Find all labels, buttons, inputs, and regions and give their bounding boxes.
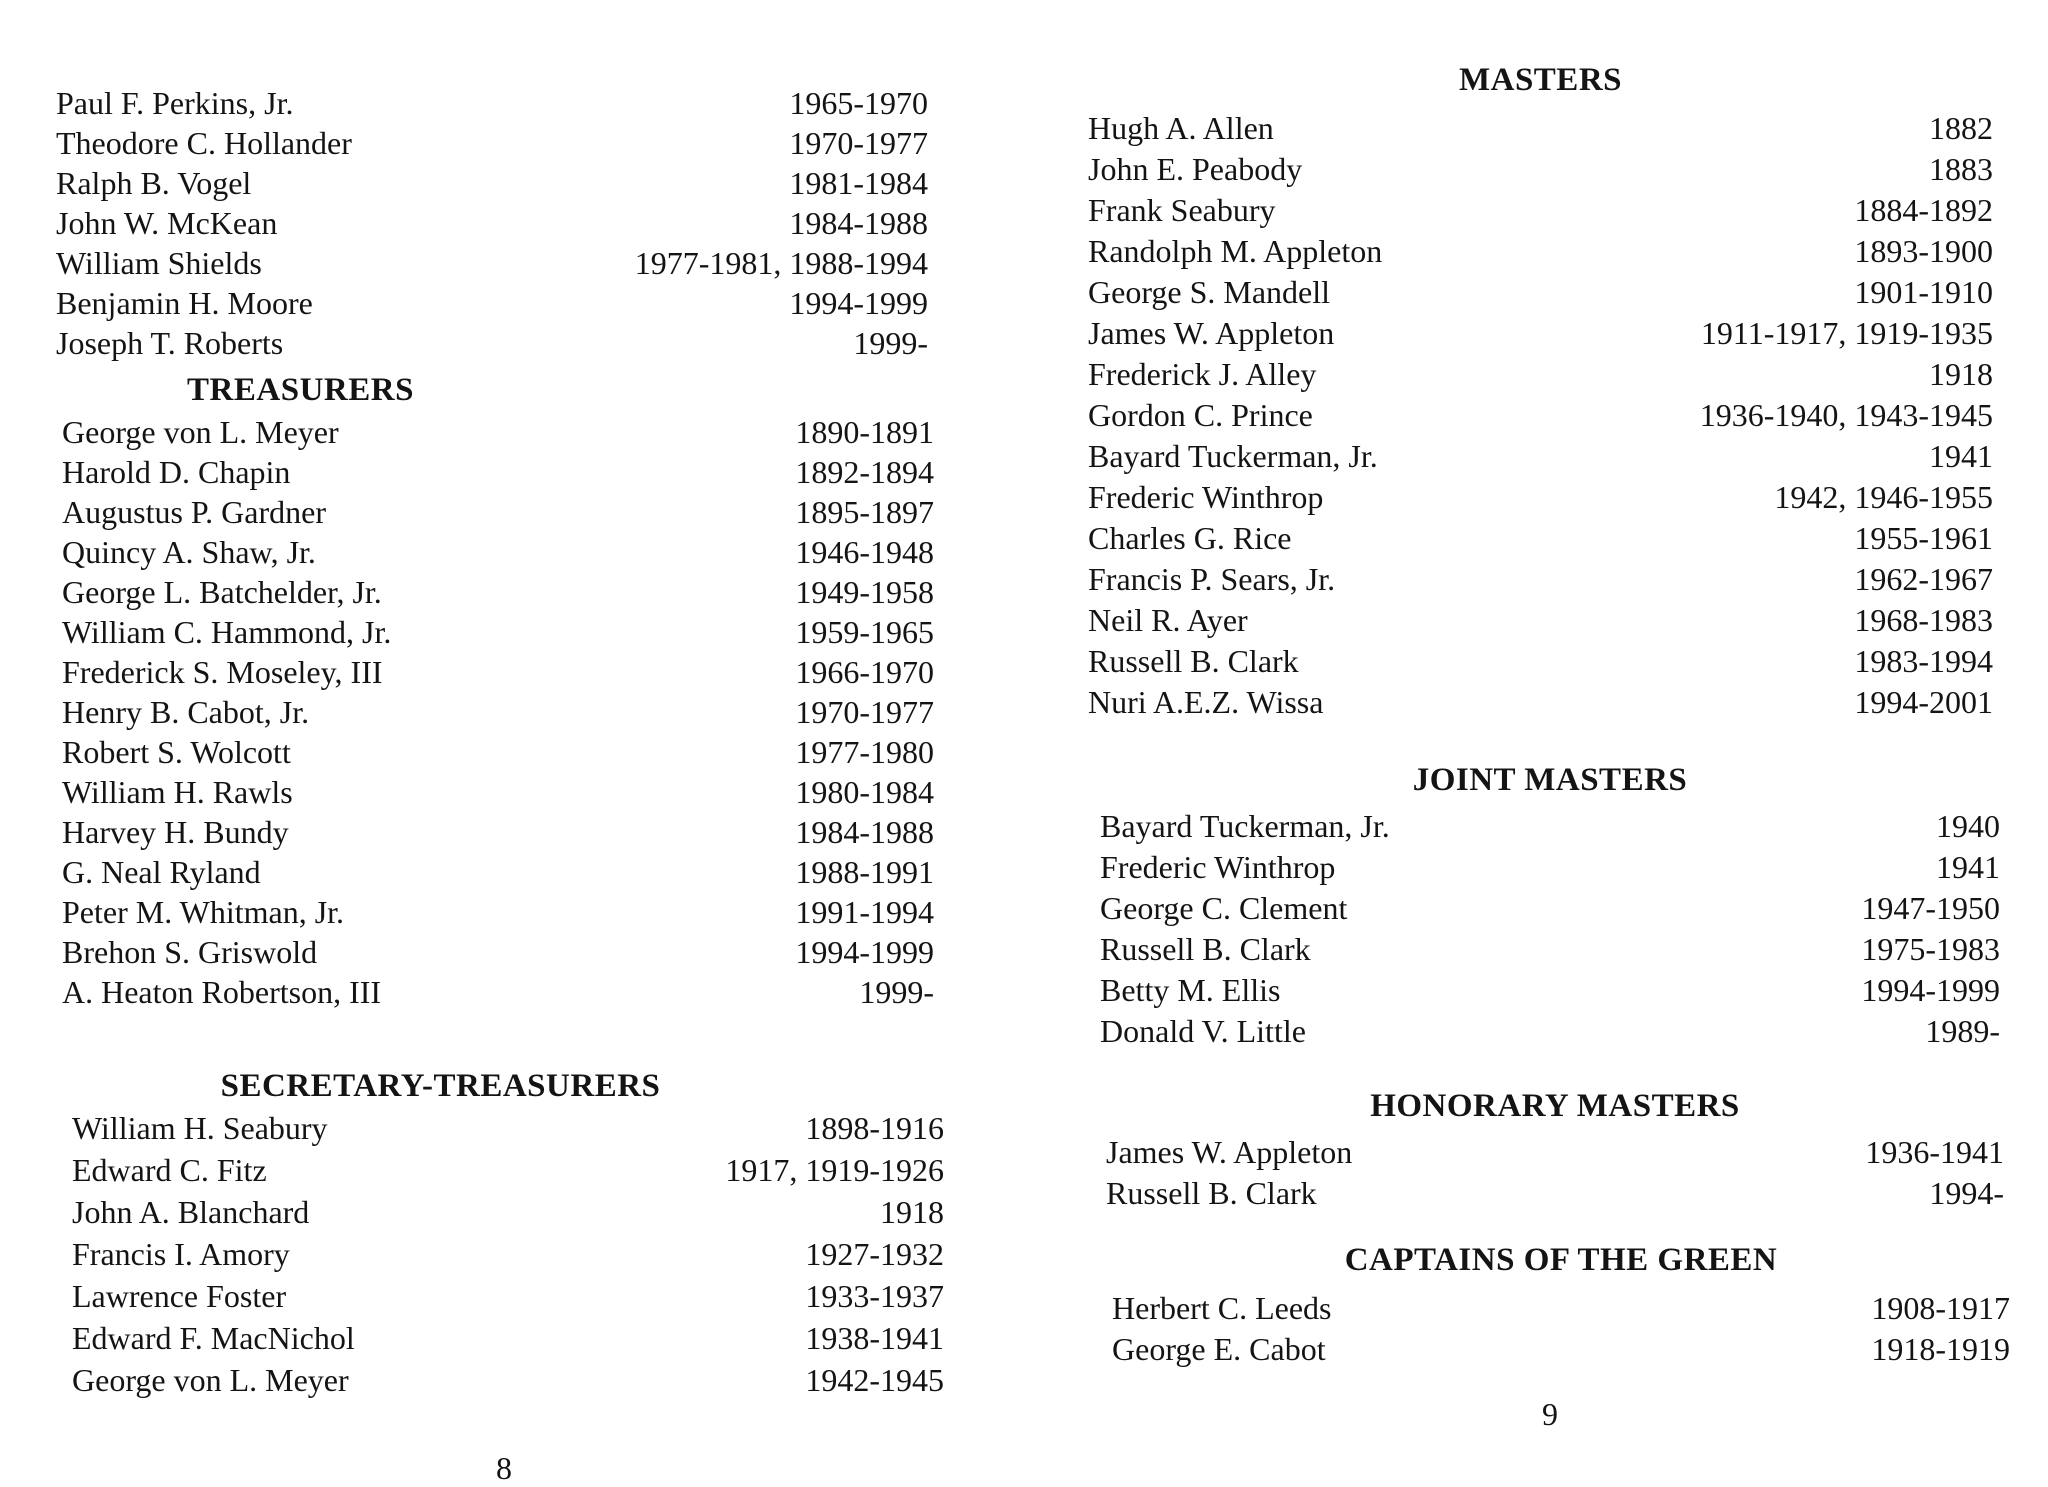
person-name: Francis I. Amory — [72, 1236, 290, 1272]
term-years: 1988-1991 — [795, 854, 934, 890]
term-years: 1895-1897 — [795, 494, 934, 530]
list-item — [1100, 847, 2000, 887]
person-name: G. Neal Ryland — [62, 854, 261, 890]
person-name: William H. Rawls — [62, 774, 293, 810]
person-name: Francis P. Sears, Jr. — [1088, 561, 1336, 597]
list-item — [56, 283, 928, 323]
term-years: 1901-1910 — [1854, 274, 1993, 310]
person-name: Augustus P. Gardner — [62, 494, 326, 530]
person-name: William C. Hammond, Jr. — [62, 614, 392, 650]
person-name: Peter M. Whitman, Jr. — [62, 894, 345, 930]
person-name: Herbert C. Leeds — [1112, 1290, 1332, 1326]
term-years: 1983-1994 — [1854, 643, 1993, 679]
term-years: 1999- — [859, 974, 934, 1010]
term-years: 1994- — [1929, 1175, 2004, 1211]
list-item — [1106, 1132, 2004, 1172]
person-name: Quincy A. Shaw, Jr. — [62, 534, 316, 570]
term-years: 1892-1894 — [795, 454, 934, 490]
person-name: George S. Mandell — [1088, 274, 1331, 310]
person-name: Bayard Tuckerman, Jr. — [1088, 438, 1378, 474]
person-name: Randolph M. Appleton — [1088, 233, 1383, 269]
person-name: Edward C. Fitz — [72, 1152, 267, 1188]
person-name: Neil R. Ayer — [1088, 602, 1248, 638]
list-item — [56, 323, 928, 363]
list-item — [1088, 108, 1993, 148]
person-name: Frederick S. Moseley, III — [62, 654, 383, 690]
term-years: 1918 — [1929, 356, 1993, 392]
list-item — [72, 1276, 944, 1316]
term-years: 1994-1999 — [1861, 972, 2000, 1008]
list-item — [56, 123, 928, 163]
term-years: 1970-1977 — [795, 694, 934, 730]
term-years: 1968-1983 — [1854, 602, 1993, 638]
term-years: 1962-1967 — [1854, 561, 1993, 597]
term-years: 1975-1983 — [1861, 931, 2000, 967]
term-years: 1966-1970 — [795, 654, 934, 690]
term-years: 1882 — [1929, 110, 1993, 146]
term-years: 1959-1965 — [795, 614, 934, 650]
term-years: 1984-1988 — [795, 814, 934, 850]
term-years: 1908-1917 — [1871, 1290, 2010, 1326]
list-item — [1088, 518, 1993, 558]
page-number: 8 — [496, 1450, 512, 1486]
list-item — [72, 1318, 944, 1358]
section-heading: MASTERS — [1458, 62, 1623, 98]
list-item — [62, 652, 934, 692]
list-item — [62, 692, 934, 732]
person-name: George von L. Meyer — [62, 414, 339, 450]
list-item — [1088, 272, 1993, 312]
list-item — [1088, 231, 1993, 271]
person-name: Edward F. MacNichol — [72, 1320, 355, 1356]
term-years: 1994-1999 — [795, 934, 934, 970]
list-item — [56, 203, 928, 243]
term-years: 1947-1950 — [1861, 890, 2000, 926]
term-years: 1942-1945 — [805, 1362, 944, 1398]
term-years: 1946-1948 — [795, 534, 934, 570]
person-name: Frederic Winthrop — [1088, 479, 1324, 515]
list-item — [72, 1192, 944, 1232]
list-item — [1100, 929, 2000, 969]
term-years: 1977-1980 — [795, 734, 934, 770]
term-years: 1911-1917, 1919-1935 — [1700, 315, 1993, 351]
person-name: Joseph T. Roberts — [56, 325, 284, 361]
list-item — [56, 83, 928, 123]
person-name: Harvey H. Bundy — [62, 814, 289, 850]
term-years: 1918 — [880, 1194, 944, 1230]
list-item — [62, 612, 934, 652]
term-years: 1994-2001 — [1854, 684, 1993, 720]
term-years: 1949-1958 — [795, 574, 934, 610]
term-years: 1991-1994 — [795, 894, 934, 930]
term-years: 1989- — [1925, 1013, 2000, 1049]
list-item — [62, 492, 934, 532]
term-years: 1936-1940, 1943-1945 — [1699, 397, 1993, 433]
list-item — [1100, 888, 2000, 928]
list-item — [1100, 806, 2000, 846]
list-item — [1088, 600, 1993, 640]
person-name: John W. McKean — [56, 205, 278, 241]
list-item — [1088, 559, 1993, 599]
term-years: 1941 — [1936, 849, 2000, 885]
list-item — [1112, 1329, 2010, 1369]
term-years: 1984-1988 — [789, 205, 928, 241]
term-years: 1938-1941 — [805, 1320, 944, 1356]
list-item — [62, 972, 934, 1012]
section-heading: CAPTAINS OF THE GREEN — [1344, 1242, 1778, 1278]
list-item — [1100, 970, 2000, 1010]
term-years: 1927-1932 — [805, 1236, 944, 1272]
list-item — [1088, 395, 1993, 435]
list-item — [72, 1234, 944, 1274]
list-item — [62, 452, 934, 492]
list-item — [1088, 436, 1993, 476]
list-item — [62, 812, 934, 852]
term-years: 1940 — [1936, 808, 2000, 844]
list-item — [62, 852, 934, 892]
person-name: William Shields — [56, 245, 262, 281]
person-name: Betty M. Ellis — [1100, 972, 1281, 1008]
person-name: Frederick J. Alley — [1088, 356, 1317, 392]
list-item — [1088, 477, 1993, 517]
person-name: Charles G. Rice — [1088, 520, 1292, 556]
section-heading: HONORARY MASTERS — [1370, 1088, 1740, 1124]
list-item — [1106, 1173, 2004, 1213]
person-name: George E. Cabot — [1112, 1331, 1326, 1367]
person-name: George L. Batchelder, Jr. — [62, 574, 382, 610]
term-years: 1936-1941 — [1865, 1134, 2004, 1170]
person-name: John A. Blanchard — [72, 1194, 310, 1230]
list-item — [62, 412, 934, 452]
term-years: 1970-1977 — [789, 125, 928, 161]
term-years: 1994-1999 — [789, 285, 928, 321]
list-item — [1112, 1288, 2010, 1328]
section-heading: JOINT MASTERS — [1412, 762, 1688, 798]
term-years: 1933-1937 — [805, 1278, 944, 1314]
person-name: Frederic Winthrop — [1100, 849, 1336, 885]
list-item — [56, 243, 928, 283]
term-years: 1890-1891 — [795, 414, 934, 450]
term-years: 1999- — [853, 325, 928, 361]
person-name: Donald V. Little — [1100, 1013, 1306, 1049]
person-name: Russell B. Clark — [1106, 1175, 1317, 1211]
person-name: John E. Peabody — [1088, 151, 1303, 187]
list-item — [72, 1360, 944, 1400]
term-years: 1942, 1946-1955 — [1774, 479, 1993, 515]
list-item — [62, 532, 934, 572]
person-name: Bayard Tuckerman, Jr. — [1100, 808, 1390, 844]
person-name: Henry B. Cabot, Jr. — [62, 694, 310, 730]
person-name: Hugh A. Allen — [1088, 110, 1274, 146]
person-name: James W. Appleton — [1088, 315, 1335, 351]
list-item — [62, 732, 934, 772]
list-item — [62, 572, 934, 612]
page-number: 9 — [1542, 1396, 1558, 1432]
list-item — [1088, 641, 1993, 681]
person-name: Frank Seabury — [1088, 192, 1276, 228]
person-name: George C. Clement — [1100, 890, 1348, 926]
term-years: 1898-1916 — [805, 1110, 944, 1146]
list-item — [1088, 313, 1993, 353]
person-name: Benjamin H. Moore — [56, 285, 313, 321]
person-name: Nuri A.E.Z. Wissa — [1088, 684, 1324, 720]
list-item — [72, 1108, 944, 1148]
term-years: 1893-1900 — [1854, 233, 1993, 269]
term-years: 1883 — [1929, 151, 1993, 187]
person-name: A. Heaton Robertson, III — [62, 974, 382, 1010]
person-name: Russell B. Clark — [1100, 931, 1311, 967]
left-page — [0, 0, 1000, 1486]
term-years: 1918-1919 — [1871, 1331, 2010, 1367]
list-item — [1088, 149, 1993, 189]
right-page — [1040, 0, 2048, 1481]
section-heading: SECRETARY-TREASURERS — [220, 1068, 661, 1104]
person-name: William H. Seabury — [72, 1110, 328, 1146]
person-name: Gordon C. Prince — [1088, 397, 1313, 433]
person-name: George von L. Meyer — [72, 1362, 349, 1398]
person-name: Paul F. Perkins, Jr. — [56, 85, 294, 121]
list-item — [1088, 682, 1993, 722]
term-years: 1980-1984 — [795, 774, 934, 810]
term-years: 1965-1970 — [789, 85, 928, 121]
person-name: James W. Appleton — [1106, 1134, 1353, 1170]
list-item — [62, 932, 934, 972]
person-name: Ralph B. Vogel — [56, 165, 252, 201]
person-name: Harold D. Chapin — [62, 454, 291, 490]
term-years: 1941 — [1929, 438, 1993, 474]
list-item — [1100, 1011, 2000, 1051]
person-name: Russell B. Clark — [1088, 643, 1299, 679]
person-name: Theodore C. Hollander — [56, 125, 352, 161]
term-years: 1981-1984 — [789, 165, 928, 201]
list-item — [1088, 190, 1993, 230]
person-name: Brehon S. Griswold — [62, 934, 318, 970]
person-name: Robert S. Wolcott — [62, 734, 291, 770]
list-item — [72, 1150, 944, 1190]
term-years: 1977-1981, 1988-1994 — [634, 245, 928, 281]
person-name: Lawrence Foster — [72, 1278, 287, 1314]
term-years: 1955-1961 — [1854, 520, 1993, 556]
term-years: 1884-1892 — [1854, 192, 1993, 228]
section-heading: TREASURERS — [187, 372, 414, 408]
term-years: 1917, 1919-1926 — [725, 1152, 944, 1188]
list-item — [62, 892, 934, 932]
list-item — [56, 163, 928, 203]
list-item — [62, 772, 934, 812]
list-item — [1088, 354, 1993, 394]
